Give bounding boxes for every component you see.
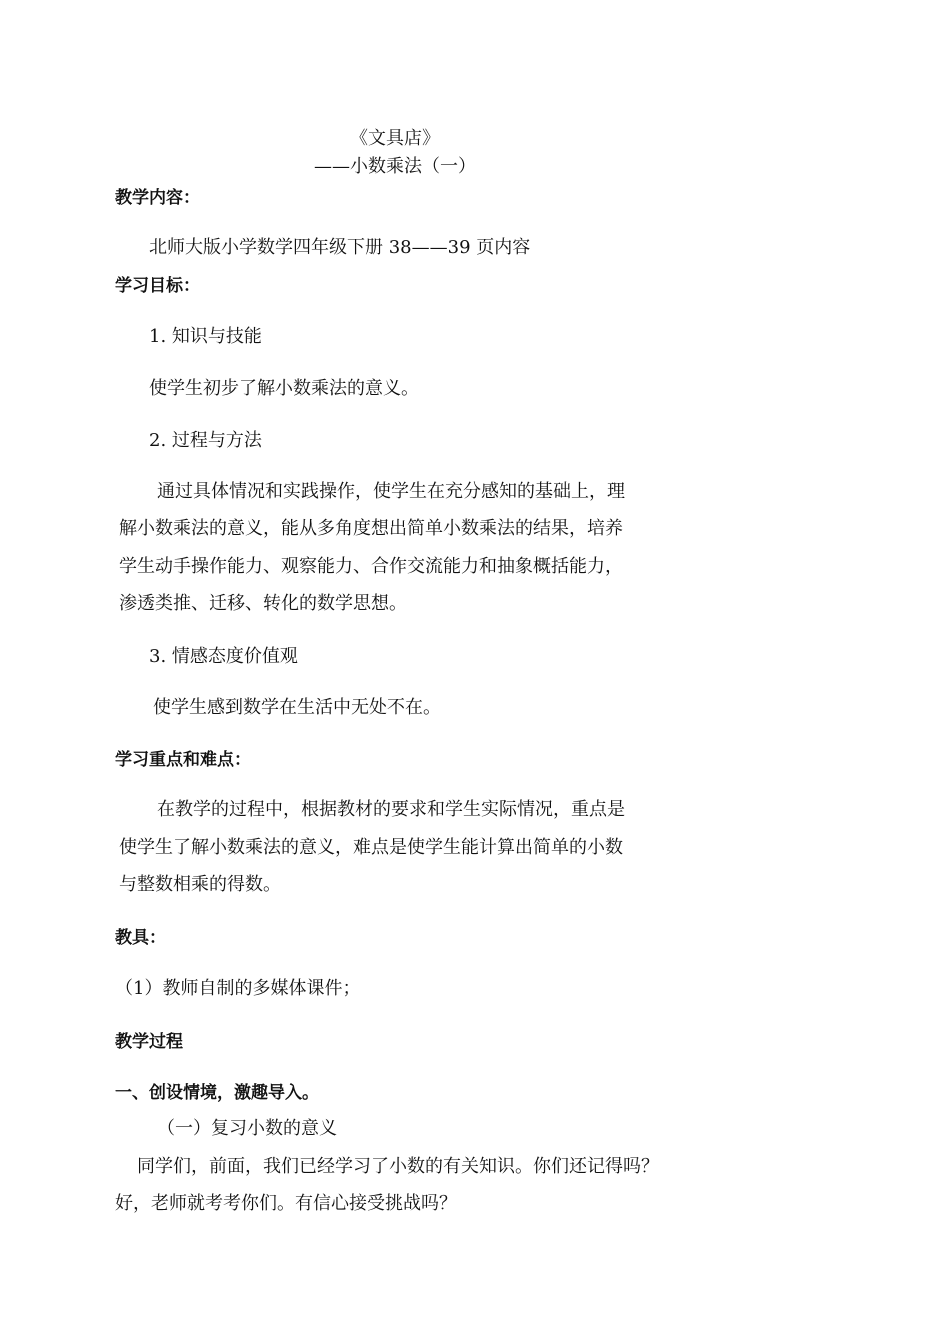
- objective-1-label: 1. 知识与技能: [149, 326, 262, 347]
- objective-3-text: 使学生感到数学在生活中无处不在。: [153, 697, 441, 718]
- key-points-line: 与整数相乘的得数。: [119, 874, 281, 895]
- objective-1-text: 使学生初步了解小数乘法的意义。: [149, 378, 419, 399]
- key-points-line: 使学生了解小数乘法的意义，难点是使学生能计算出简单的小数: [119, 837, 623, 858]
- objective-2-label: 2. 过程与方法: [149, 430, 262, 451]
- objective-2-line: 解小数乘法的意义，能从多角度想出简单小数乘法的结果，培养: [119, 518, 623, 539]
- objective-3-label: 3. 情感态度价值观: [149, 646, 298, 667]
- paragraph-line: 好，老师就考考你们。有信心接受挑战吗？: [115, 1193, 457, 1214]
- objective-2-line: 渗透类推、迁移、转化的数学思想。: [119, 593, 407, 614]
- key-points-line: 在教学的过程中，根据教材的要求和学生实际情况，重点是: [157, 799, 625, 820]
- objective-2-line: 学生动手操作能力、观察能力、合作交流能力和抽象概括能力，: [119, 556, 623, 577]
- objectives-heading: 学习目标：: [115, 276, 200, 296]
- objective-2-line: 通过具体情况和实践操作，使学生在充分感知的基础上，理: [157, 481, 625, 502]
- teaching-content-heading: 教学内容：: [115, 188, 200, 208]
- paragraph-line: 同学们，前面，我们已经学习了小数的有关知识。你们还记得吗？: [137, 1156, 659, 1177]
- subsection-1-heading: （一）复习小数的意义: [157, 1118, 337, 1139]
- section-1-heading: 一、创设情境，激趣导入。: [115, 1083, 319, 1103]
- teaching-content-text: 北师大版小学数学四年级下册 38——39 页内容: [149, 237, 531, 258]
- tools-item: （1）教师自制的多媒体课件；: [115, 978, 361, 999]
- tools-heading: 教具：: [115, 928, 166, 948]
- process-heading: 教学过程: [115, 1032, 183, 1052]
- doc-subtitle: ——小数乘法（一）: [314, 156, 476, 177]
- key-points-heading: 学习重点和难点：: [115, 750, 251, 770]
- doc-title: 《文具店》: [350, 128, 440, 149]
